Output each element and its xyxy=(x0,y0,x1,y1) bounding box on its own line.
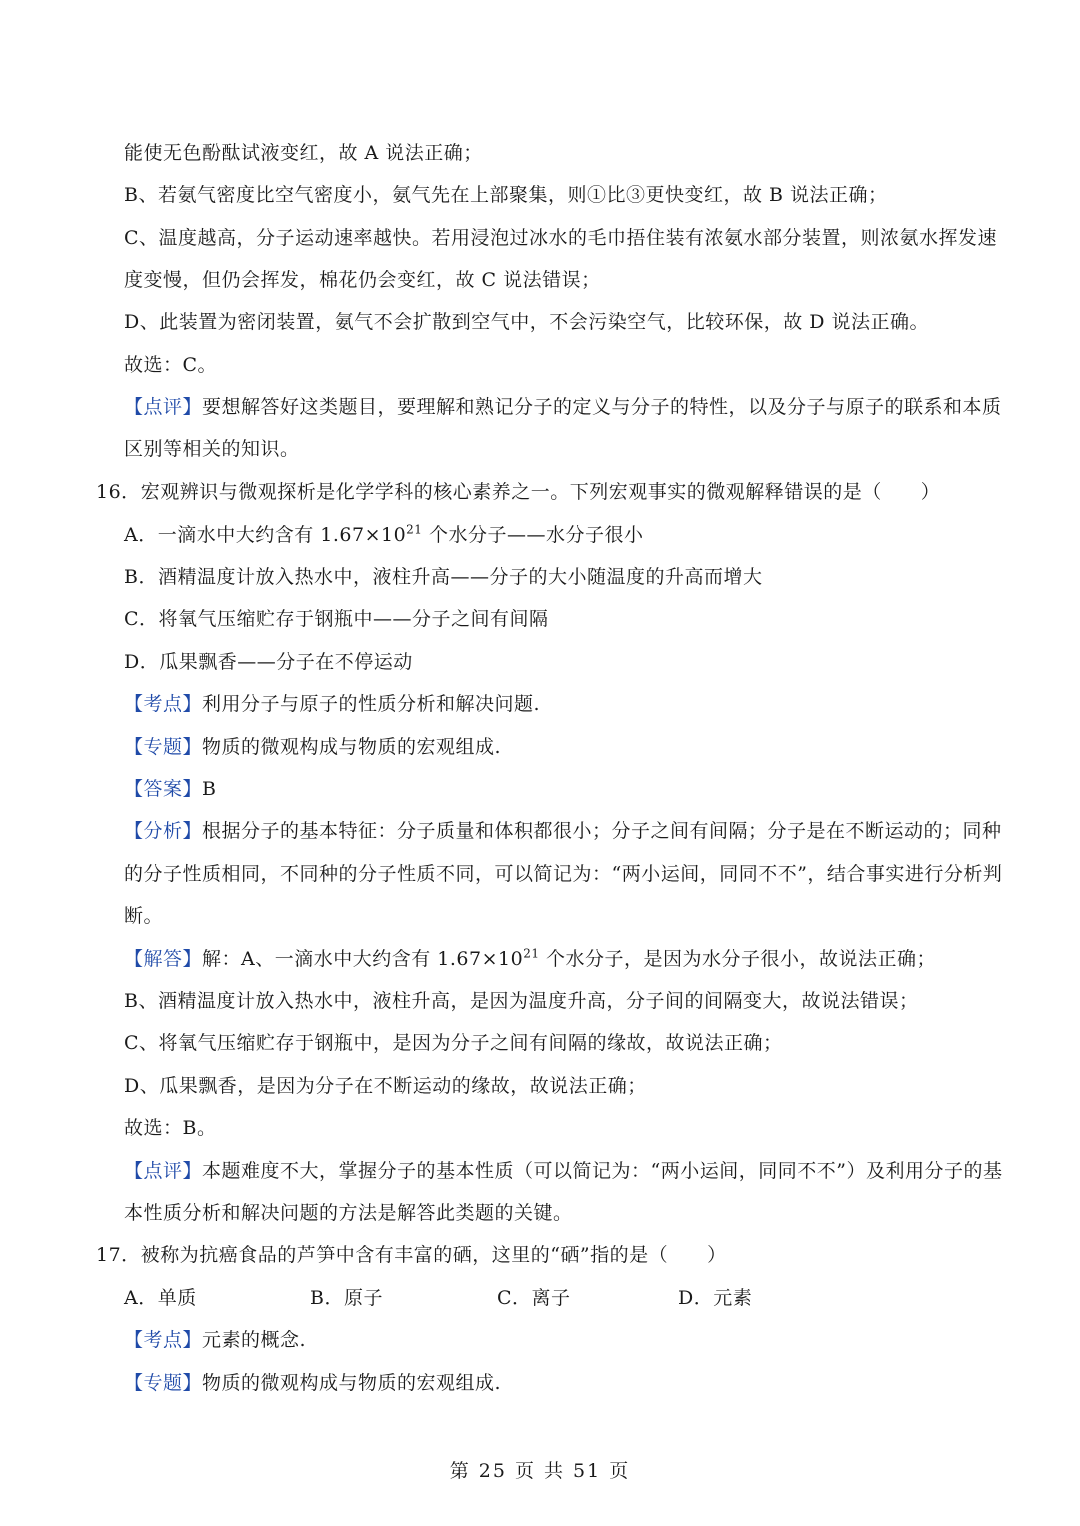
option-d: D．瓜果飘香——分子在不停运动 xyxy=(124,651,413,673)
comment-line-2: 本性质分析和解决问题的方法是解答此类题的关键。 xyxy=(124,1202,573,1224)
kaodian-line xyxy=(124,691,540,717)
zhuanti-tag: 【专题】 xyxy=(124,736,203,758)
zhuanti-line xyxy=(124,1370,501,1396)
option-a-text: A．一滴水中大约含有 1.67×10 xyxy=(124,524,407,546)
option-c: C．离子 xyxy=(497,1287,571,1309)
solution-line-4: D、瓜果飘香，是因为分子在不断运动的缘故，故说法正确； xyxy=(124,1075,647,1097)
option-a-text-end: 个水分子——水分子很小 xyxy=(422,524,644,546)
text-line: 度变慢，但仍会挥发，棉花仍会变红，故 C 说法错误； xyxy=(124,269,601,291)
comment-tag: 【点评】 xyxy=(124,396,203,418)
question-16-stem xyxy=(96,479,940,505)
answer-text: B xyxy=(202,778,217,800)
kaodian-tag: 【考点】 xyxy=(124,693,203,715)
answer-tag: 【答案】 xyxy=(124,778,203,800)
comment-text: 本题难度不大，掌握分子的基本性质（可以简记为：“两小运间，同同不不”）及利用分子的基 xyxy=(202,1160,1003,1182)
question-17-stem xyxy=(96,1242,727,1268)
solution-line-2: B、酒精温度计放入热水中，液柱升高，是因为温度升高，分子间的间隔变大，故说法错误； xyxy=(124,990,919,1012)
zhuanti-text: 物质的微观构成与物质的宏观组成. xyxy=(202,1372,502,1394)
option-b: B．原子 xyxy=(310,1287,383,1309)
option-c: C．将氧气压缩贮存于钢瓶中——分子之间有间隔 xyxy=(124,608,549,630)
text-line: 能使无色酚酞试液变红，故 A 说法正确； xyxy=(124,142,483,164)
analysis-line-2: 的分子性质相同，不同种的分子性质不同，可以简记为：“两小运间，同同不不”，结合事实进行分析判 xyxy=(124,863,1003,885)
option-d: D．元素 xyxy=(678,1287,753,1309)
text-line: B、若氨气密度比空气密度小，氨气先在上部聚集，则①比③更快变红，故 B 说法正确； xyxy=(124,184,888,206)
kaodian-text: 元素的概念. xyxy=(202,1329,307,1351)
zhuanti-line xyxy=(124,734,501,760)
comment-text: 要想解答好这类题目，要理解和熟记分子的定义与分子的特性，以及分子与原子的联系和本质 xyxy=(202,396,1002,418)
comment-line xyxy=(124,1158,1002,1184)
choice-line: 故选：B。 xyxy=(124,1117,217,1139)
solution-text-end: 个水分子，是因为水分子很小，故说法正确； xyxy=(539,948,937,970)
option-a xyxy=(124,522,644,548)
kaodian-text: 利用分子与原子的性质分析和解决问题. xyxy=(202,693,541,715)
question-text: 宏观辨识与微观探析是化学学科的核心素养之一。下列宏观事实的微观解释错误的是（ ） xyxy=(140,481,941,503)
text-line: 故选：C。 xyxy=(124,354,218,376)
kaodian-line xyxy=(124,1327,306,1353)
question-text: 被称为抗癌食品的芦笋中含有丰富的硒，这里的“硒”指的是（ ） xyxy=(140,1244,727,1266)
comment-tag: 【点评】 xyxy=(124,1160,203,1182)
options-row xyxy=(124,1285,752,1311)
solution-line xyxy=(124,946,936,972)
exponent: 21 xyxy=(406,522,423,537)
zhuanti-tag: 【专题】 xyxy=(124,1372,203,1394)
zhuanti-text: 物质的微观构成与物质的宏观组成. xyxy=(202,736,502,758)
text-line: D、此装置为密闭装置，氨气不会扩散到空气中，不会污染空气，比较环保，故 D 说法正确。 xyxy=(124,311,930,333)
analysis-text: 根据分子的基本特征：分子质量和体积都很小；分子之间有间隔；分子是在不断运动的；同种 xyxy=(202,820,1002,842)
solution-line-3: C、将氧气压缩贮存于钢瓶中，是因为分子之间有间隔的缘故，故说法正确； xyxy=(124,1032,783,1054)
exponent: 21 xyxy=(523,946,540,961)
kaodian-tag: 【考点】 xyxy=(124,1329,203,1351)
page-footer: 第 25 页 共 51 页 xyxy=(449,1460,631,1482)
option-a: A．单质 xyxy=(124,1287,197,1309)
text-line: 区别等相关的知识。 xyxy=(124,438,300,460)
analysis-line-3: 断。 xyxy=(124,905,164,927)
comment-line xyxy=(124,394,1002,420)
analysis-line xyxy=(124,818,1002,844)
question-number: 16． xyxy=(96,481,141,503)
question-number: 17． xyxy=(96,1244,141,1266)
option-b: B．酒精温度计放入热水中，液柱升高——分子的大小随温度的升高而增大 xyxy=(124,566,763,588)
solution-tag: 【解答】 xyxy=(124,948,203,970)
solution-text: 解：A、一滴水中大约含有 1.67×10 xyxy=(202,948,524,970)
answer-line xyxy=(124,776,216,802)
analysis-tag: 【分析】 xyxy=(124,820,203,842)
text-line: C、温度越高，分子运动速率越快。若用浸泡过冰水的毛巾捂住装有浓氨水部分装置，则浓氨水挥发速 xyxy=(124,227,998,249)
